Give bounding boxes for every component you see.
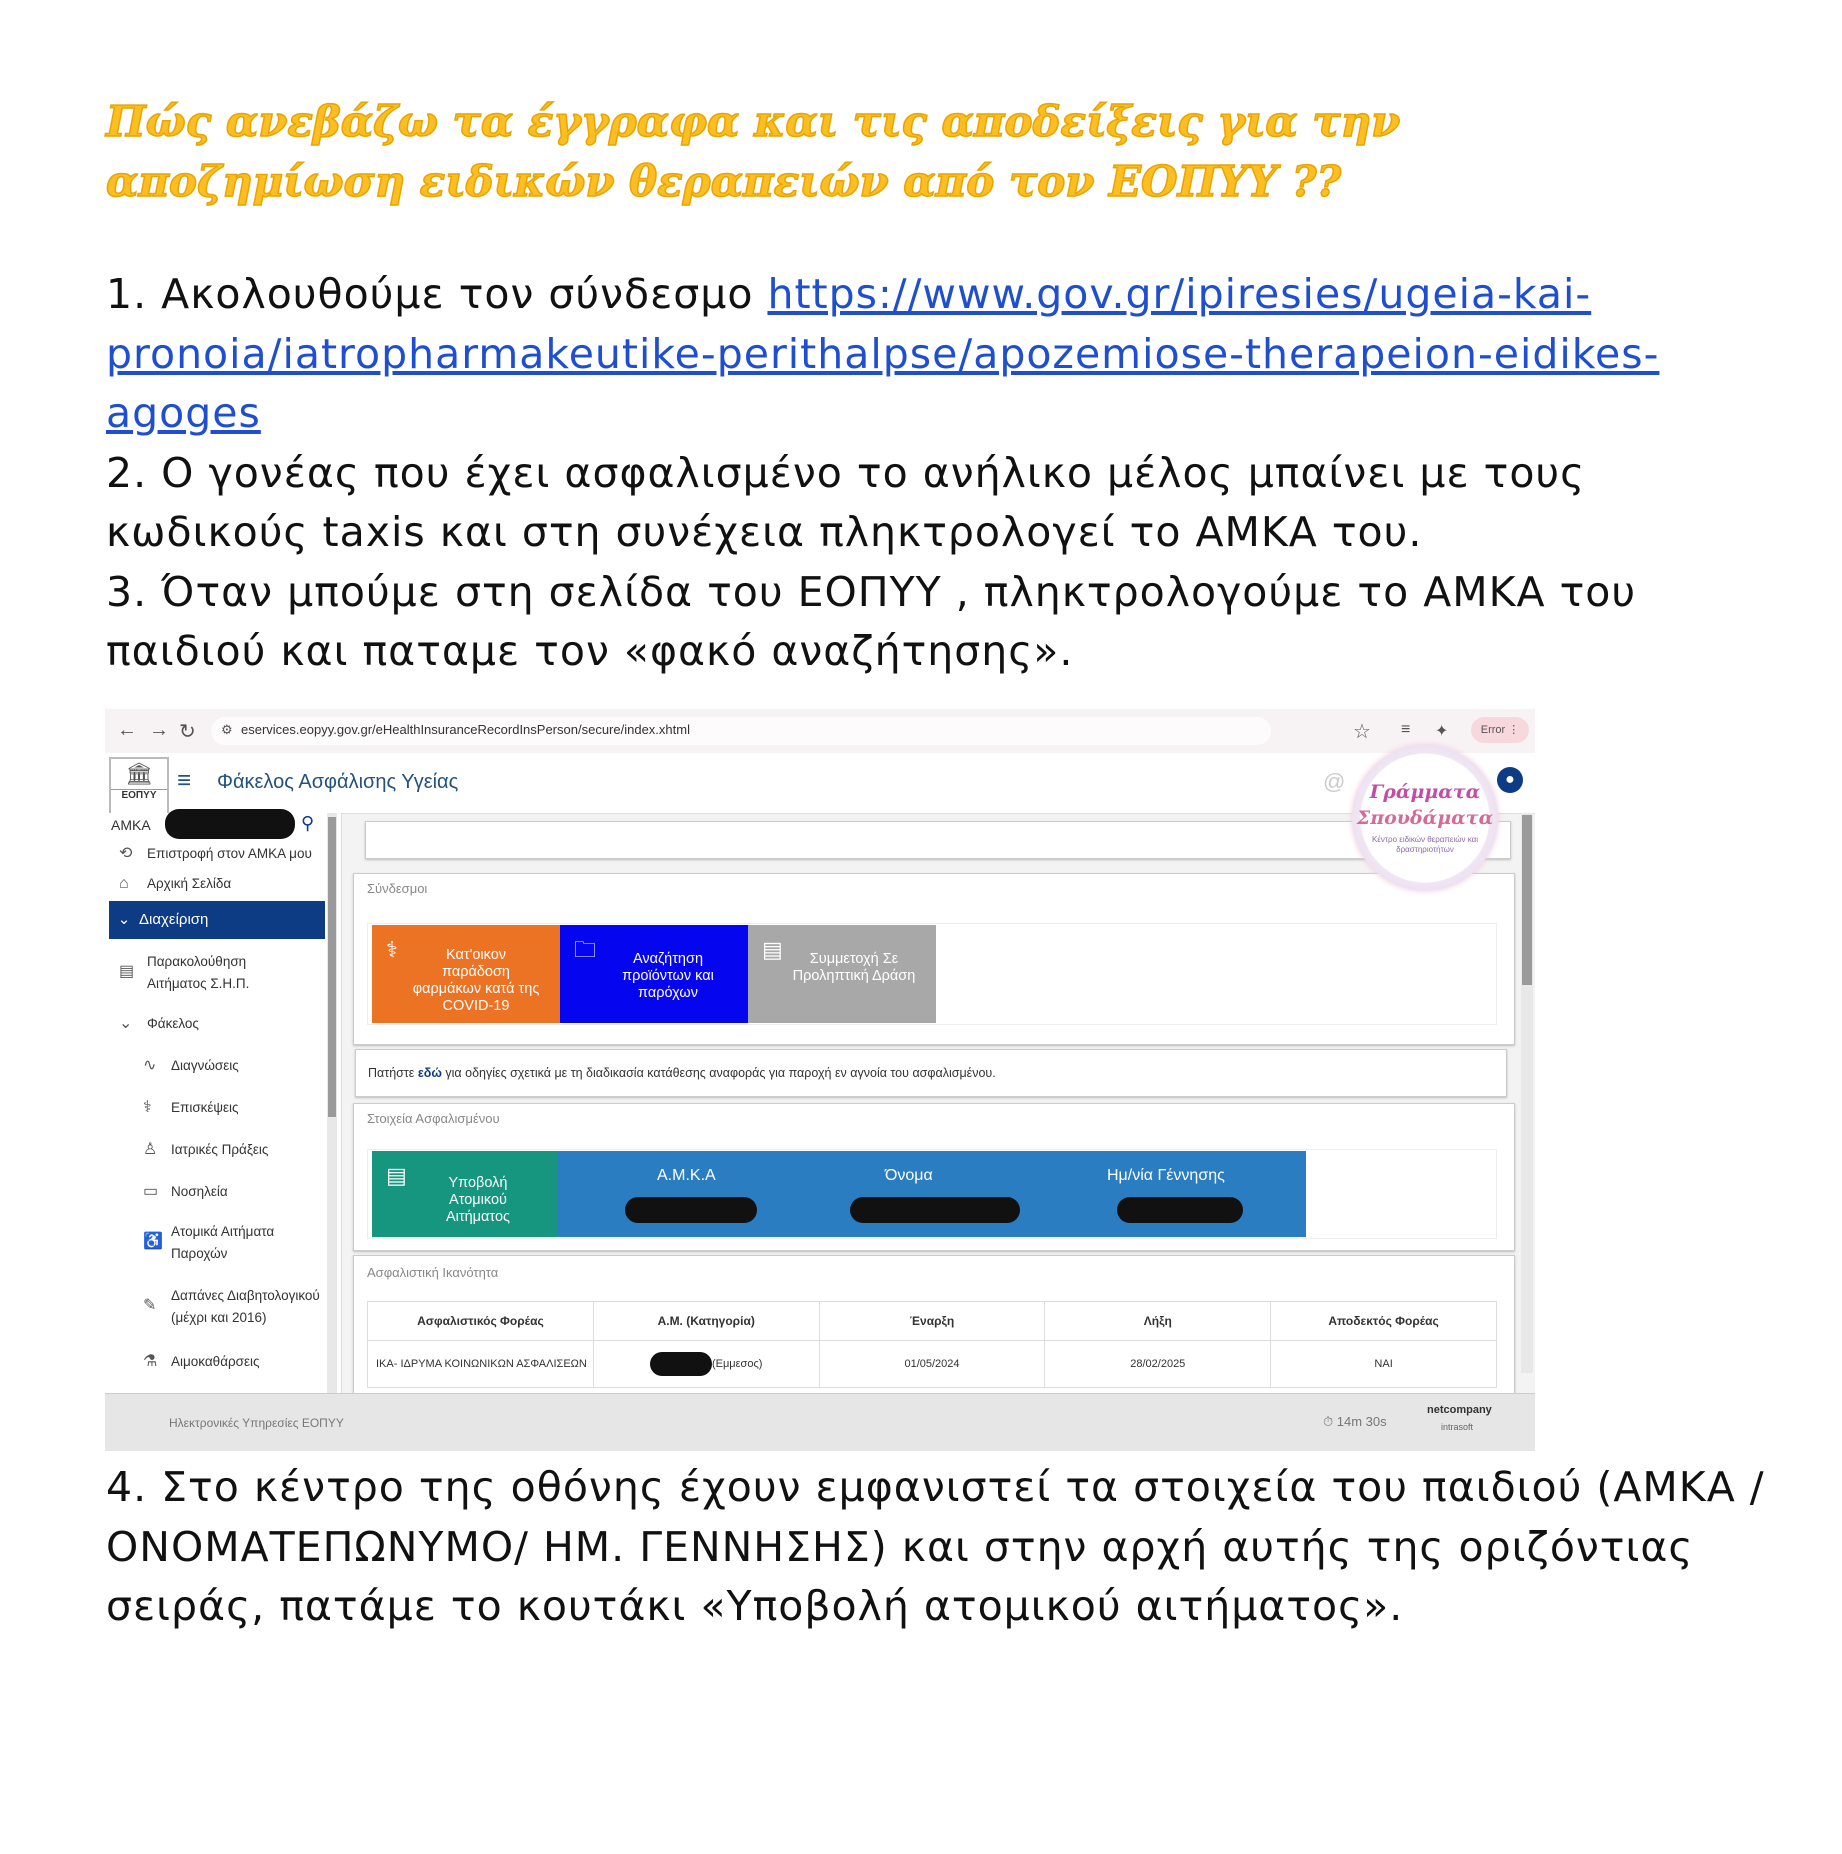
url-text: eservices.eopyy.gov.gr/eHealthInsuranceRecordInsPerson/secure/index.xhtml	[241, 722, 690, 737]
building-icon: 🏛	[125, 761, 153, 786]
notice-link[interactable]: εδώ	[417, 1066, 442, 1080]
name-value-redaction	[850, 1197, 1020, 1223]
sidebar-item-monitor-label: Παρακολούθηση Αιτήματος Σ.Η.Π.	[147, 954, 250, 991]
address-bar[interactable]	[211, 717, 1271, 745]
step-1-link[interactable]: https://www.gov.gr/ipiresies/ugeia-kai-pronoia/iatropharmakeutike-perithalpse/apozemiose-therapeion-eidikes-agoges	[106, 270, 1660, 437]
notice-before: Πατήστε	[368, 1066, 418, 1080]
brand-line-2: Σπουδάματα	[1356, 807, 1494, 829]
grammata-spoudamata-logo	[1352, 745, 1498, 891]
pharmacy-icon: ⚕	[386, 937, 398, 962]
wheelchair-icon: ♿	[143, 1233, 163, 1250]
submit-request-label: Υποβολή Ατομικού Αιτήματος	[446, 1175, 510, 1225]
browser-toolbar	[105, 709, 1535, 754]
error-chip-label: Error	[1480, 724, 1506, 736]
bed-icon: ▭	[143, 1183, 159, 1200]
netcompany-logo: netcompany	[1427, 1404, 1492, 1416]
search-icon[interactable]: ⚲	[301, 813, 315, 833]
doctor-icon: ⚕	[143, 1099, 152, 1116]
table-header: Έναρξη	[819, 1302, 1045, 1341]
dialysis-icon: ⚗	[143, 1353, 158, 1370]
table-header: Ασφαλιστικός Φορέας	[368, 1302, 594, 1341]
nurse-icon: ♙	[143, 1141, 158, 1158]
steps-bottom	[106, 1458, 1786, 1637]
document-icon: ▤	[119, 963, 135, 980]
links-label: Σύνδεσμοι	[367, 881, 428, 896]
table-cell: 28/02/2025	[1045, 1341, 1271, 1388]
sidebar-item-manage[interactable]	[109, 901, 325, 939]
document-title: Πώς ανεβάζω τα έγγραφα και τις αποδείξεις για την αποζημίωση ειδικών θεραπειών από τον ΕΟΠΥΥ ??	[106, 97, 1401, 206]
sidebar-item-home-label: Αρχική Σελίδα	[147, 876, 232, 891]
error-chip[interactable]: Error ⋮	[1471, 717, 1529, 743]
notice-after: για οδηγίες σχετικά με τη διαδικασία κατάθεσης αναφοράς για παροχή εν αγνοία του ασφαλισμένου.	[441, 1066, 996, 1080]
extension-icon[interactable]: ✦	[1435, 723, 1449, 740]
forward-icon[interactable]: →	[149, 719, 169, 741]
table-cell: ΝΑΙ	[1271, 1341, 1497, 1388]
am-category: (Εμμεσος)	[711, 1357, 763, 1370]
tile-covid-label: Κατ'οικον παράδοση φαρμάκων κατά της COVID-19	[412, 947, 540, 1014]
site-info-icon[interactable]: ⚙	[221, 722, 233, 737]
table-cell	[593, 1341, 819, 1388]
user-avatar-icon[interactable]: ●	[1497, 767, 1523, 793]
app-title: Φάκελος Ασφάλισης Υγείας	[217, 771, 459, 793]
reload-icon[interactable]: ↻	[179, 721, 196, 743]
brand-line-1: Γράμματα	[1369, 781, 1481, 803]
sidebar-item-procedures[interactable]	[143, 1139, 268, 1159]
intrasoft-logo: intrasoft	[1441, 1422, 1474, 1432]
pulse-icon: ∿	[143, 1057, 157, 1074]
sidebar-item-home[interactable]	[119, 875, 231, 893]
tile-prevention-label: Συμμετοχή Σε Προληπτική Δράση	[792, 951, 916, 984]
dob-value-redaction	[1117, 1197, 1243, 1223]
amka-redaction	[165, 809, 295, 839]
table-header: Α.Μ. (Κατηγορία)	[593, 1302, 819, 1341]
capacity-label: Ασφαλιστική Ικανότητα	[367, 1265, 499, 1280]
sidebar-item-procedures-label: Ιατρικές Πράξεις	[171, 1142, 269, 1157]
insured-label: Στοιχεία Ασφαλισμένου	[367, 1111, 500, 1126]
notice-text	[368, 1066, 996, 1080]
star-icon[interactable]: ☆	[1353, 721, 1371, 743]
footer	[105, 1393, 1535, 1451]
sidebar-item-visits[interactable]	[143, 1097, 239, 1117]
clock-icon: ⏱	[1323, 1414, 1334, 1429]
sidebar-item-visits-label: Επισκέψεις	[171, 1100, 239, 1115]
sidebar-item-requests-label: Ατομικά Αιτήματα Παροχών	[171, 1224, 275, 1261]
timer-text: 14m 30s	[1336, 1414, 1387, 1429]
insurance-table	[367, 1301, 1497, 1388]
amka-label: ΑΜΚΑ	[111, 817, 151, 833]
history-icon: ⟲	[119, 845, 133, 862]
sidebar-item-diagnoses[interactable]	[143, 1055, 239, 1075]
table-header: Αποδεκτός Φορέας	[1271, 1302, 1497, 1341]
main-scroll-thumb[interactable]	[1522, 815, 1532, 985]
table-cell: ΙΚΑ- ΙΔΡΥΜΑ ΚΟΙΝΩΝΙΚΩΝ ΑΣΦΑΛΙΣΕΩΝ	[368, 1341, 594, 1388]
step-2: 2. Ο γονέας που έχει ασφαλισμένο το ανήλικο μέλος μπαίνει με τους κωδικούς taxis και στη συνέχεια πληκτρολογεί το ΑΜΚΑ του.	[106, 448, 1586, 556]
sidebar-item-dialysis-label: Αιμοκαθάρσεις	[171, 1354, 260, 1369]
folder-plus-icon: 🗀	[574, 937, 597, 962]
document-icon: ▤	[386, 1163, 407, 1188]
chevron-down-icon: ⌄	[117, 911, 131, 928]
step-3: 3. Όταν μπούμε στη σελίδα του ΕΟΠΥΥ , πληκτρολογούμε το ΑΜΚΑ του παιδιού και παταμε τον «φακό αναζήτησης».	[106, 567, 1637, 675]
sidebar-item-diabetes-label: Δαπάνες Διαβητολογικού (μέχρι και 2016)	[171, 1288, 320, 1325]
tile-prevention[interactable]	[748, 925, 936, 1023]
sidebar-item-return-label: Επιστροφή στον ΑΜΚΑ μου	[147, 846, 312, 861]
col-name: Όνομα	[885, 1167, 933, 1184]
col-dob: Ημ/νία Γέννησης	[1107, 1167, 1225, 1184]
sidebar-item-hospital[interactable]	[143, 1181, 228, 1201]
embedded-screenshot	[105, 709, 1535, 1451]
footer-text: Ηλεκτρονικές Υπηρεσίες ΕΟΠΥΥ	[169, 1416, 344, 1430]
logo-text: ΕΟΠΥΥ	[111, 789, 167, 801]
sidebar-item-folder[interactable]	[119, 1013, 199, 1033]
steps-top	[106, 265, 1766, 682]
table-row	[368, 1341, 1497, 1388]
sidebar-item-manage-label: Διαχείριση	[139, 911, 209, 928]
sidebar-item-diabetes[interactable]	[143, 1285, 321, 1329]
table-header: Λήξη	[1045, 1302, 1271, 1341]
insured-info-band	[558, 1151, 1306, 1237]
sidebar-scroll-thumb[interactable]	[328, 817, 336, 1117]
eopyy-logo	[109, 757, 169, 815]
document-icon: ▤	[762, 937, 783, 962]
am-redaction	[650, 1352, 712, 1376]
sidebar-item-requests[interactable]	[143, 1221, 311, 1265]
brand-line-3: Κέντρο ειδικών θεραπειών και δραστηριοτήτων	[1371, 835, 1479, 854]
chevron-down-icon: ⌄	[119, 1015, 133, 1032]
home-icon: ⌂	[119, 875, 129, 892]
tile-search-providers[interactable]	[560, 925, 748, 1023]
sidebar-item-dialysis[interactable]	[143, 1351, 260, 1371]
tile-search-label: Αναζήτηση προϊόντων και παρόχων	[622, 951, 714, 1001]
sidebar-item-hospital-label: Νοσηλεία	[171, 1184, 228, 1199]
media-icon[interactable]: ≡	[1401, 721, 1411, 738]
timer	[1323, 1414, 1387, 1430]
step-1-text: 1. Ακολουθούμε τον σύνδεσμο	[106, 270, 768, 318]
at-icon: @	[1323, 769, 1346, 794]
menu-icon[interactable]: ≡	[177, 767, 192, 794]
step-4: 4. Στο κέντρο της οθόνης έχουν εμφανιστεί τα στοιχεία του παιδιού (ΑΜΚΑ / ΟΝΟΜΑΤΕΠΩΝΥΜΟ/ ΗΜ. ΓΕΝΝΗΣΗΣ) και στην αρχή αυτής της οριζόντιας σειράς, πατάμε το κουτάκι «Υποβολή ατομικού αιτήματος».	[106, 1463, 1765, 1630]
syringe-icon: ✎	[143, 1297, 157, 1314]
sidebar-item-diagnoses-label: Διαγνώσεις	[171, 1058, 239, 1073]
sidebar-item-return[interactable]	[119, 843, 312, 863]
sidebar-item-monitor[interactable]	[119, 951, 319, 995]
table-header-row	[368, 1302, 1497, 1341]
amka-value-redaction	[625, 1197, 757, 1223]
notice-card	[355, 1049, 1507, 1097]
col-amka: Α.Μ.Κ.Α	[657, 1167, 716, 1184]
back-icon[interactable]: ←	[117, 719, 137, 741]
top-card	[365, 821, 1511, 859]
step-1	[106, 265, 1766, 444]
table-cell: 01/05/2024	[819, 1341, 1045, 1388]
tile-covid-delivery[interactable]	[372, 925, 560, 1023]
submit-request-tile[interactable]	[372, 1151, 558, 1237]
sidebar-item-folder-label: Φάκελος	[147, 1016, 199, 1031]
